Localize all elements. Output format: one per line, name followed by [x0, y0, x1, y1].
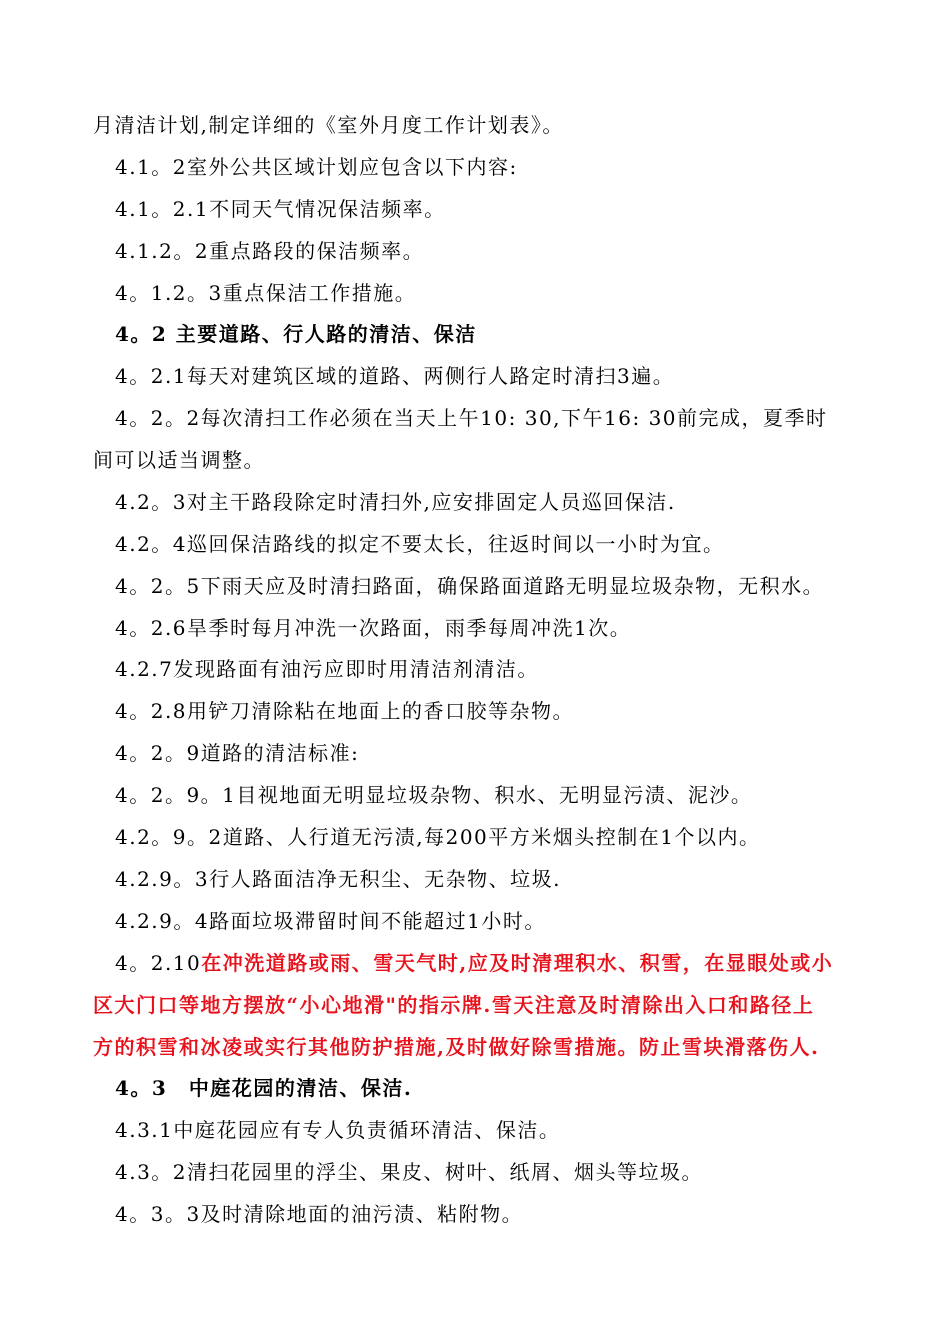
text-line: 4。1.2。3重点保洁工作措施。 [115, 281, 417, 305]
text-line: 4。2。5下雨天应及时清扫路面，确保路面道路无明显垃圾杂物，无积水。 [115, 574, 825, 598]
text-line: 4.1。2室外公共区域计划应包含以下内容: [115, 155, 518, 179]
text-line: 4.2.7发现路面有油污应即时用清洁剂清洁。 [115, 657, 539, 681]
text-line: 月清洁计划,制定详细的《室外月度工作计划表》。 [93, 113, 564, 137]
highlighted-text: 区大门口等地方摆放“小心地滑"的指示牌.雪天注意及时清除出入口和路径上 [93, 993, 815, 1017]
text-line: 4.2.9。4路面垃圾滞留时间不能超过1小时。 [115, 909, 546, 933]
text-line [115, 949, 833, 977]
item-number: 4。2.10 [115, 951, 202, 975]
text-line: 4.1.2。2重点路段的保洁频率。 [115, 239, 425, 263]
text-line: 4.2。9。2道路、人行道无污渍,每200平方米烟头控制在1个以内。 [115, 825, 761, 849]
section-heading: 4。2 主要道路、行人路的清洁、保洁 [115, 322, 477, 346]
text-line: 4。3。3及时清除地面的油污渍、粘附物。 [115, 1202, 524, 1226]
text-line: 4.3.1中庭花园应有专人负责循环清洁、保洁。 [115, 1118, 561, 1142]
text-line: 4。2.6旱季时每月冲洗一次路面，雨季每周冲洗1次。 [115, 616, 632, 640]
text-line: 间可以适当调整。 [93, 448, 265, 472]
text-line: 4。2。9。1目视地面无明显垃圾杂物、积水、无明显污渍、泥沙。 [115, 783, 753, 807]
section-heading: 4。3 中庭花园的清洁、保洁. [115, 1076, 413, 1100]
text-line: 4.2。3对主干路段除定时清扫外,应安排固定人员巡回保洁. [115, 490, 676, 514]
text-line: 4.2.9。3行人路面洁净无积尘、无杂物、垃圾. [115, 867, 561, 891]
text-line: 4。2。9道路的清洁标准: [115, 741, 360, 765]
text-line: 4.3。2清扫花园里的浮尘、果皮、树叶、纸屑、烟头等垃圾。 [115, 1160, 704, 1184]
text-line: 4。2。2每次清扫工作必须在当天上午10: 30,下午16: 30前完成，夏季时 [115, 406, 828, 430]
highlighted-text: 在冲洗道路或雨、雪天气时,应及时清理积水、积雪，在显眼处或小 [201, 951, 834, 975]
text-line: 4。2.8用铲刀清除粘在地面上的香口胶等杂物。 [115, 699, 575, 723]
text-line: 4。2.1每天对建筑区域的道路、两侧行人路定时清扫3遍。 [115, 364, 675, 388]
highlighted-text: 方的积雪和冰凌或实行其他防护措施,及时做好除雪措施。防止雪块滑落伤人. [93, 1035, 820, 1059]
text-line: 4.1。2.1不同天气情况保洁频率。 [115, 197, 446, 221]
text-line: 4.2。4巡回保洁路线的拟定不要太长，往返时间以一小时为宜。 [115, 532, 725, 556]
